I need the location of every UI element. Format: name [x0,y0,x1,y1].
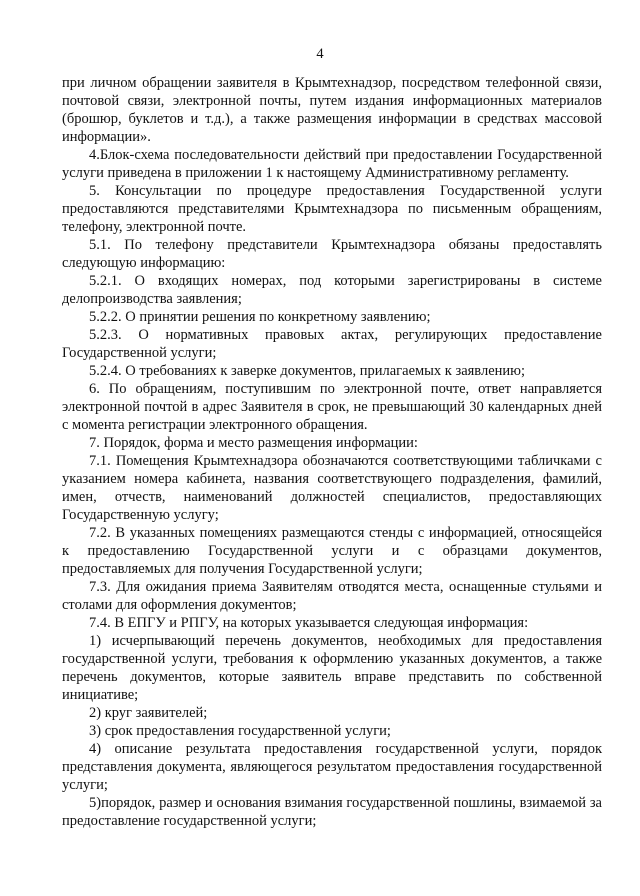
paragraph-6-email-requests: 6. По обращениям, поступившим по электронной почте, ответ направляется электронной почтой в адрес Заявителя в срок, не превышающий 30 календарных дней с момента регистрации электронного обращения. [62,381,602,433]
paragraph-4-flowchart: 4.Блок-схема последовательности действий при предоставлении Государственной услуги приведена в приложении 1 к настоящему Административному регламенту. [62,147,602,181]
list-item-2-applicants: 2) круг заявителей; [89,705,208,721]
document-body [62,74,602,830]
paragraph-5-2-1: 5.2.1. О входящих номерах, под которыми зарегистрированы в системе делопроизводства заявления; [62,273,602,307]
paragraph-7-2-stands: 7.2. В указанных помещениях размещаются стенды с информацией, относящейся к предоставлению Государственной услуги и с образцами документов, предоставляемых для получения Государственной услуги; [62,525,602,577]
paragraph-5-consultations: 5. Консультации по процедуре предоставления Государственной услуги предоставляются представителями Крымтехнадзора по письменным обращениям, телефону, электронной почте. [62,183,602,235]
list-item-1-documents: 1) исчерпывающий перечень документов, необходимых для предоставления государственной услуги, требования к оформлению указанных документов, а также перечень документов, которые заявитель вправе представить по собственной инициативе; [62,633,602,703]
paragraph-7-1-premises: 7.1. Помещения Крымтехнадзора обозначаются соответствующими табличками с указанием номера кабинета, названия соответствующего подразделения, фамилий, имен, отчеств, наименований должностей специалистов, предоставляющих Государственную услугу; [62,453,602,523]
page-number: 4 [316,46,324,62]
paragraph-7-3-waiting-area: 7.3. Для ожидания приема Заявителям отводятся места, оснащенные стульями и столами для оформления документов; [62,579,602,613]
paragraph-5-1-phone-info: 5.1. По телефону представители Крымтехнадзора обязаны предоставлять следующую информацию: [62,237,602,271]
list-item-4-result: 4) описание результата предоставления государственной услуги, порядок представления документа, являющегося результатом предоставления государственной услуги; [62,741,602,793]
paragraph-5-2-3: 5.2.3. О нормативных правовых актах, регулирующих предоставление Государственной услуги; [62,327,602,361]
paragraph-information-channels: при личном обращении заявителя в Крымтехнадзор, посредством телефонной связи, почтовой связи, электронной почты, путем издания информационных материалов (брошюр, буклетов и т.д.), а также размещения информации в средствах массовой информации». [62,75,602,145]
list-item-5-state-fee: 5)порядок, размер и основания взимания государственной пошлины, взимаемой за предоставление государственной услуги; [62,795,602,829]
paragraph-7-information-placement: 7. Порядок, форма и место размещения информации: [89,435,418,451]
paragraph-5-2-4: 5.2.4. О требованиях к заверке документов, прилагаемых к заявлению; [89,363,526,379]
paragraph-5-2-2: 5.2.2. О принятии решения по конкретному заявлению; [89,309,431,325]
list-item-3-term: 3) срок предоставления государственной услуги; [89,723,391,739]
paragraph-7-4-epgu-rpgu: 7.4. В ЕПГУ и РПГУ, на которых указывается следующая информация: [89,615,529,631]
